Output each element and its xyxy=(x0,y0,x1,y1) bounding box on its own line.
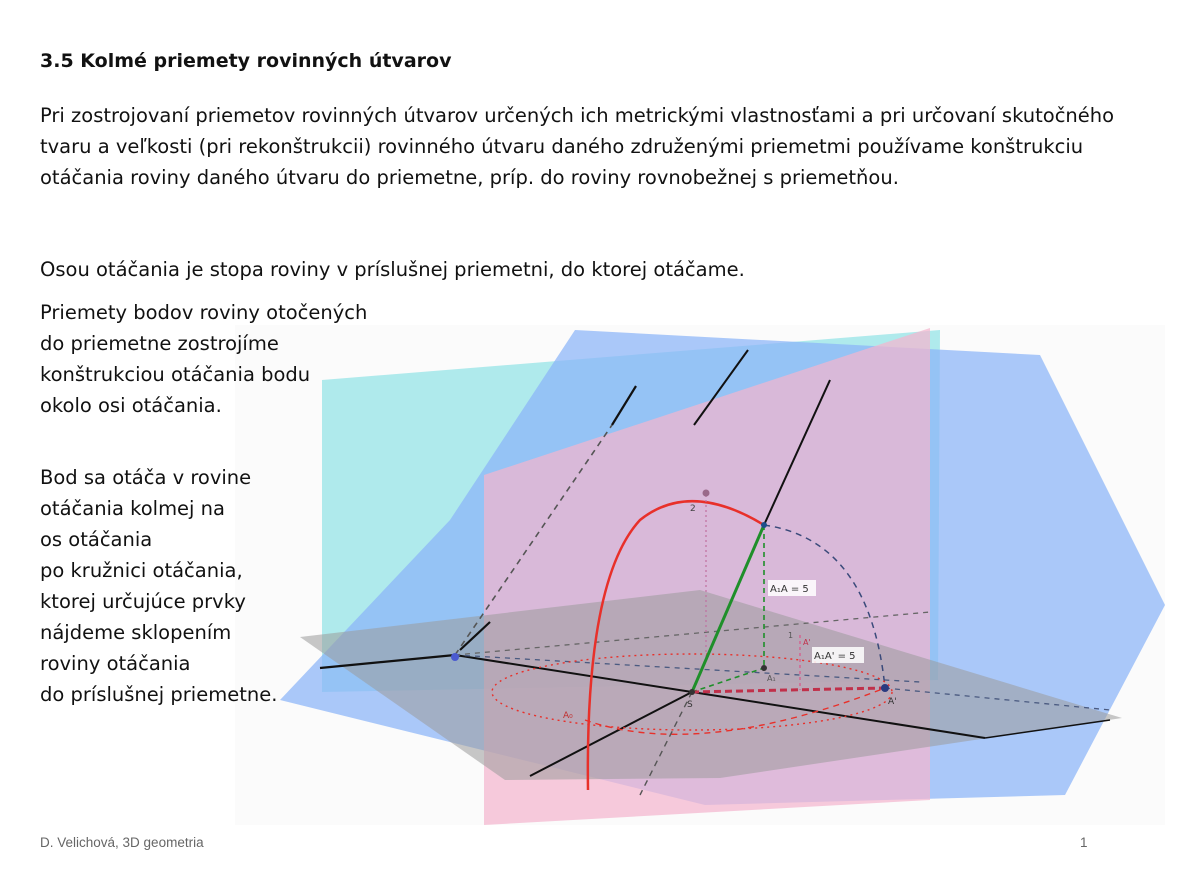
side-text-line: ktorej určujúce prvky xyxy=(40,590,246,613)
side-text-line: po kružnici otáčania, xyxy=(40,559,243,582)
axis-paragraph: Osou otáčania je stopa roviny v príslušnej priemetni, do ktorej otáčame. xyxy=(40,258,745,281)
side-text-line: nájdeme sklopením xyxy=(40,621,232,644)
figure-label: A' xyxy=(888,697,897,707)
side-text-line: roviny otáčania xyxy=(40,652,191,675)
point-A xyxy=(761,522,767,528)
figure-label: S xyxy=(687,700,693,710)
side-text-line: os otáčania xyxy=(40,528,153,551)
side-text-line: do priemetne zostrojíme xyxy=(40,332,279,355)
figure-label: A₁ xyxy=(767,674,776,683)
intro-paragraph: Pri zostrojovaní priemetov rovinných útvarov určených ich metrickými vlastnosťami a pri určovaní skutočného tvaru a veľkosti (pri rekonštrukcii) rovinného útvaru daného združenými priemetmi používame konštrukciu otáčania roviny daného útvaru do priemetne, príp. do roviny rovnobežnej s priemetňou. xyxy=(40,104,1115,189)
point-S xyxy=(689,689,695,695)
side-text-line: Bod sa otáča v rovine xyxy=(40,466,252,489)
side-text-line: Priemety bodov roviny otočených xyxy=(40,301,368,324)
side-text-line: do príslušnej priemetne. xyxy=(40,683,278,706)
figure-label: A' xyxy=(803,638,811,647)
point-top xyxy=(703,490,710,497)
figure-label: 1 xyxy=(788,631,794,640)
footer-author: D. Velichová, 3D geometria xyxy=(40,835,204,850)
figure-label: 2 xyxy=(690,504,696,514)
side-text-line: okolo osi otáčania. xyxy=(40,394,222,417)
side-text-block-2 xyxy=(40,462,277,710)
point-A1 xyxy=(761,665,767,671)
point-left xyxy=(451,653,459,661)
side-text-line: konštrukciou otáčania bodu xyxy=(40,363,311,386)
point-A-prime xyxy=(881,684,889,692)
figure-label: A₀ xyxy=(563,711,573,721)
side-text-block-1 xyxy=(40,297,367,421)
figure-label: A₁A' = 5 xyxy=(814,651,856,662)
figure-label: A₁A = 5 xyxy=(770,584,809,595)
side-text-line: otáčania kolmej na xyxy=(40,497,225,520)
page-number: 1 xyxy=(1080,835,1088,850)
page-title: 3.5 Kolmé priemety rovinných útvarov xyxy=(40,50,452,72)
